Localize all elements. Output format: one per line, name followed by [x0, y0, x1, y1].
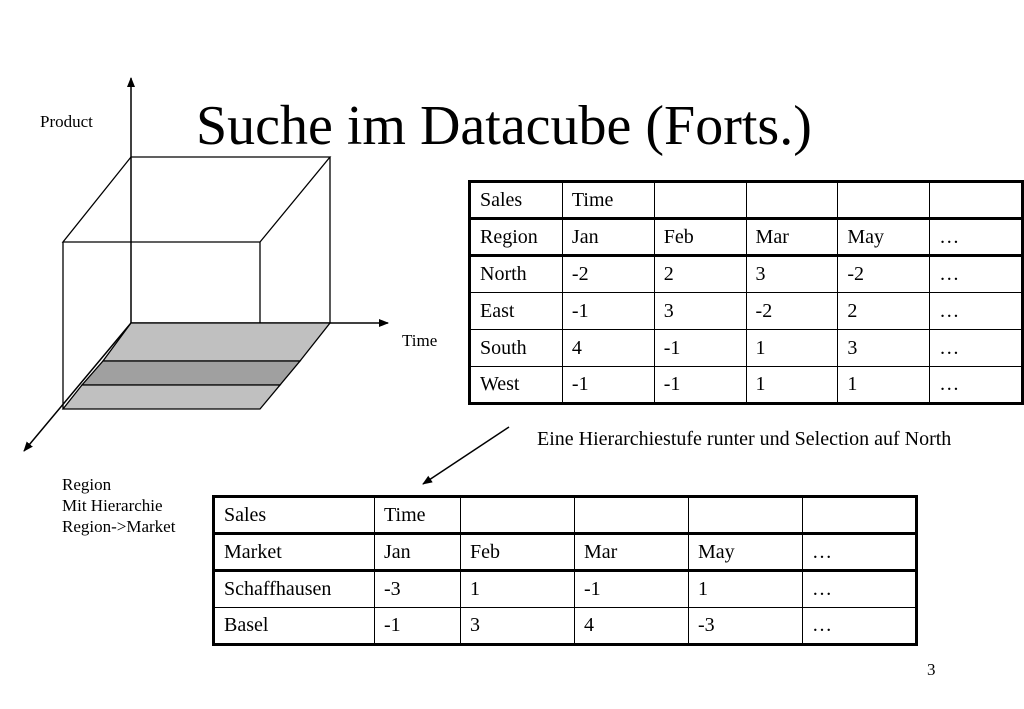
region-axis-label [62, 474, 175, 537]
table-cell: … [930, 256, 1023, 293]
table-cell: -1 [562, 367, 654, 404]
table-cell: South [470, 330, 563, 367]
cube-slice-back [103, 323, 330, 361]
table-row [214, 497, 917, 534]
table-cell: -2 [562, 256, 654, 293]
table-cell: Market [214, 534, 375, 571]
table-cell: Feb [461, 534, 575, 571]
sales-by-market-table [212, 495, 918, 646]
table-cell: … [930, 330, 1023, 367]
table-cell: 2 [838, 293, 930, 330]
table-row [214, 608, 917, 645]
table-cell: -2 [838, 256, 930, 293]
region-label-line: Region [62, 475, 112, 494]
table-cell: 3 [654, 293, 746, 330]
table-cell: 1 [838, 367, 930, 404]
table-cell: Sales [214, 497, 375, 534]
cube-slice-front [63, 385, 280, 409]
table-cell: East [470, 293, 563, 330]
table-cell [930, 182, 1023, 219]
slide-title: Suche im Datacube (Forts.) [196, 95, 812, 157]
table-row [214, 571, 917, 608]
table-cell: -2 [746, 293, 838, 330]
table-cell: … [803, 534, 917, 571]
drilldown-arrow [423, 427, 509, 484]
table-cell: 1 [746, 367, 838, 404]
table-cell [803, 497, 917, 534]
table-cell: Time [375, 497, 461, 534]
table-cell [838, 182, 930, 219]
table-cell: -1 [575, 571, 689, 608]
table-cell [575, 497, 689, 534]
table-cell: 1 [746, 330, 838, 367]
table-cell: -3 [375, 571, 461, 608]
table-cell: 3 [838, 330, 930, 367]
table-cell: 2 [654, 256, 746, 293]
table-cell: -1 [654, 367, 746, 404]
table-cell: 3 [746, 256, 838, 293]
table-cell: Sales [470, 182, 563, 219]
table-cell: Basel [214, 608, 375, 645]
table-cell: Region [470, 219, 563, 256]
table-cell: … [803, 571, 917, 608]
table-cell: 3 [461, 608, 575, 645]
table-row [470, 293, 1023, 330]
table-cell [689, 497, 803, 534]
table-row [470, 219, 1023, 256]
table-cell [654, 182, 746, 219]
table-cell: May [838, 219, 930, 256]
table-cell: … [930, 293, 1023, 330]
cube-slice-selected [82, 361, 300, 385]
region-label-line: Mit Hierarchie [62, 496, 163, 515]
table-cell: 4 [575, 608, 689, 645]
table-row [470, 256, 1023, 293]
table-cell: -1 [375, 608, 461, 645]
table-cell: Time [562, 182, 654, 219]
sales-by-region-table [468, 180, 1024, 405]
table-cell: -1 [562, 293, 654, 330]
table-cell: 1 [461, 571, 575, 608]
table-row [214, 534, 917, 571]
table-row [470, 182, 1023, 219]
table-cell: Schaffhausen [214, 571, 375, 608]
table-cell: -1 [654, 330, 746, 367]
table-row [470, 330, 1023, 367]
table-cell: May [689, 534, 803, 571]
page-number: 3 [927, 660, 936, 679]
table-cell: Feb [654, 219, 746, 256]
table-cell: Mar [746, 219, 838, 256]
table-cell: Jan [562, 219, 654, 256]
table-cell [461, 497, 575, 534]
time-axis-label: Time [402, 331, 438, 350]
table-cell: Mar [575, 534, 689, 571]
table-cell: North [470, 256, 563, 293]
table-cell: … [930, 219, 1023, 256]
drilldown-annotation: Eine Hierarchiestufe runter und Selection auf North [537, 428, 952, 450]
table-cell: … [930, 367, 1023, 404]
table-cell: … [803, 608, 917, 645]
table-cell: West [470, 367, 563, 404]
table-cell: -3 [689, 608, 803, 645]
table-cell: Jan [375, 534, 461, 571]
table-cell [746, 182, 838, 219]
region-label-line: Region->Market [62, 517, 176, 536]
table-row [470, 367, 1023, 404]
table-cell: 1 [689, 571, 803, 608]
product-axis-label: Product [40, 112, 93, 131]
table-cell: 4 [562, 330, 654, 367]
